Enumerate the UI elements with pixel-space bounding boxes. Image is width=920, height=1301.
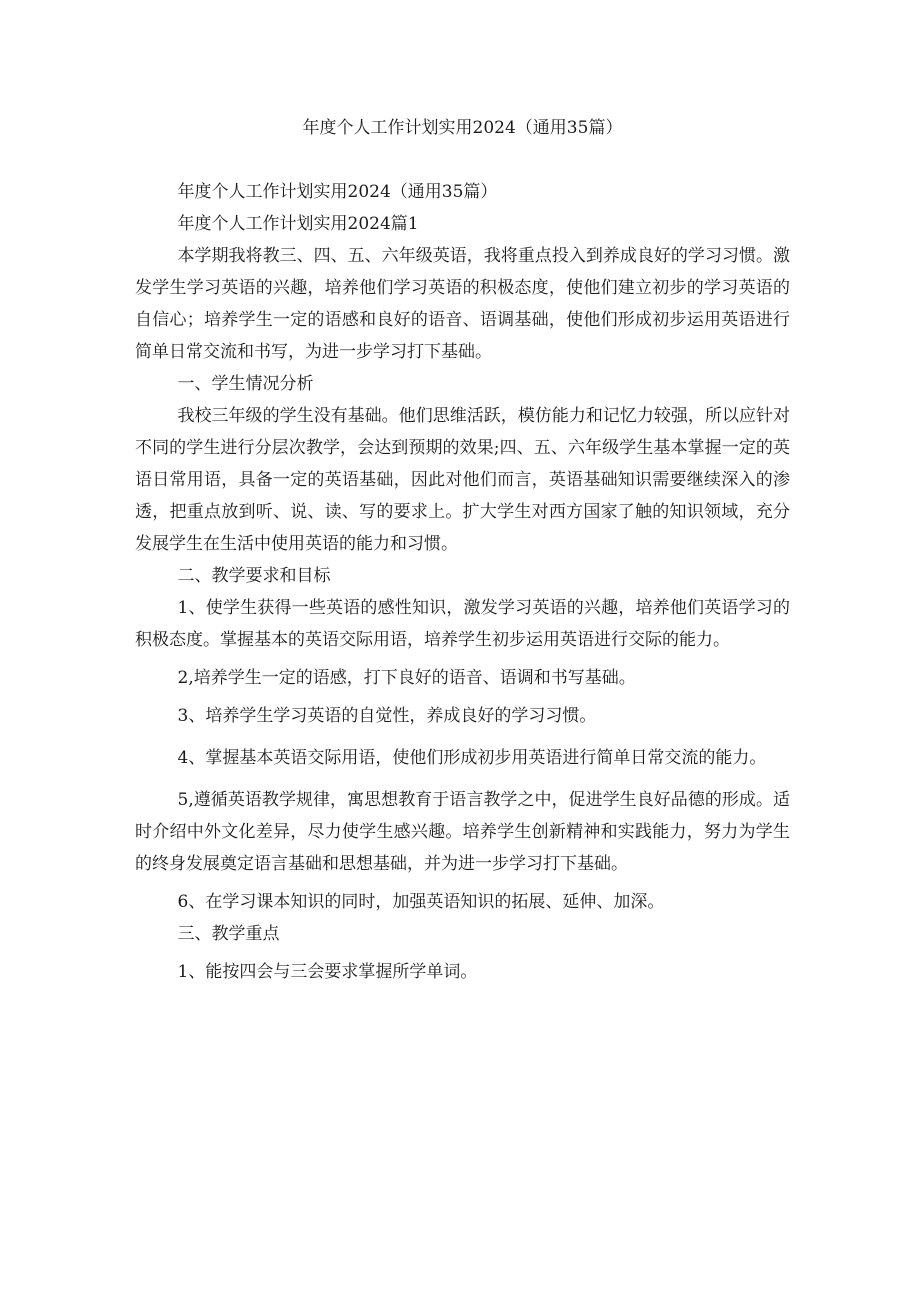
goal-item-1: 1、使学生获得一些英语的感性知识，激发学习英语的兴趣，培养他们英语学习的积极态度。掌握基本的英语交际用语，培养学生初步运用英语进行交际的能力。 — [135, 598, 790, 650]
intro-paragraph: 本学期我将教三、四、五、六年级英语，我将重点投入到养成良好的学习习惯。激发学生学习英语的兴趣，培养他们学习英语的积极态度，使他们建立初步的学习英语的自信心；培养学生一定的语感和良好的语音、语调基础，使他们形成初步运用英语进行简单日常交流和书写，为进一步学习打下基础。 — [135, 246, 790, 362]
heading-student-analysis: 一、学生情况分析 — [177, 374, 314, 394]
document-title: 年度个人工作计划实用2024（通用35篇） — [302, 118, 623, 138]
heading-teaching-focus: 三、教学重点 — [177, 924, 280, 944]
goal-item-4: 4、掌握基本英语交际用语，使他们形成初步用英语进行简单日常交流的能力。 — [177, 748, 767, 768]
goal-item-3: 3、培养学生学习英语的自觉性，养成良好的学习习惯。 — [177, 706, 597, 726]
focus-item-1: 1、能按四会与三会要求掌握所学单词。 — [177, 962, 478, 982]
goal-item-5: 5,遵循英语教学规律，寓思想教育于语言教学之中，促进学生良好品德的形成。适时介绍中外文化差异，尽力使学生感兴趣。培养学生创新精神和实践能力，努力为学生的终身发展奠定语言基础和思想基础，并为进一步学习打下基础。 — [135, 790, 790, 874]
section-heading-part1: 年度个人工作计划实用2024篇1 — [177, 214, 419, 234]
subtitle-paragraph: 年度个人工作计划实用2024（通用35篇） — [177, 182, 498, 202]
heading-teaching-goals: 二、教学要求和目标 — [177, 566, 331, 586]
student-analysis-paragraph: 我校三年级的学生没有基础。他们思维活跃，模仿能力和记忆力较强，所以应针对不同的学生进行分层次教学，会达到预期的效果;四、五、六年级学生基本掌握一定的英语日常用语，具备一定的英语基础，因此对他们而言，英语基础知识需要继续深入的渗透，把重点放到听、说、读、写的要求上。扩大学生对西方国家了触的知识领域，充分发展学生在生活中使用英语的能力和习惯。 — [135, 406, 790, 554]
goal-item-2: 2,培养学生一定的语感，打下良好的语音、语调和书写基础。 — [177, 668, 636, 688]
document-body — [135, 176, 790, 988]
goal-item-6: 6、在学习课本知识的同时，加强英语知识的拓展、延伸、加深。 — [177, 892, 665, 912]
